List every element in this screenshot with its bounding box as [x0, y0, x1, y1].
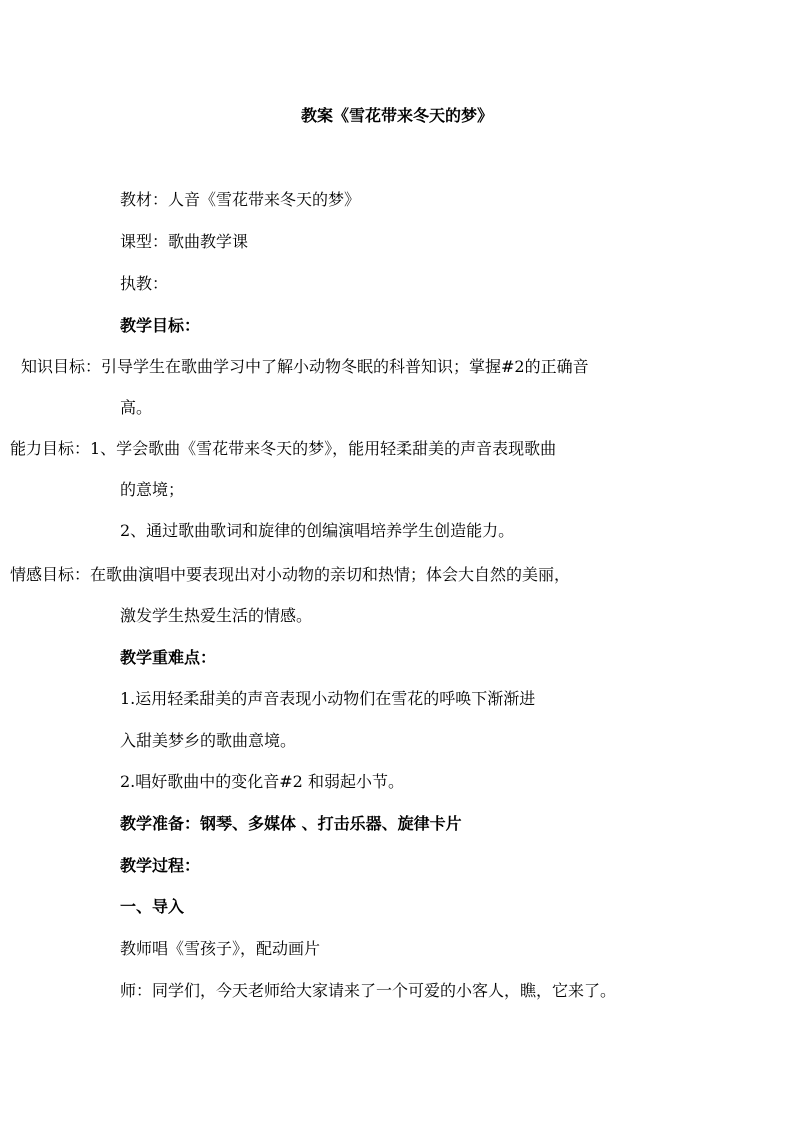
key-point-2: 2.唱好歌曲中的变化音#2 和弱起小节。 — [120, 772, 404, 791]
ability-goal-1-line-2: 的意境； — [120, 480, 185, 499]
teacher-speech-line: 师：同学们，今天老师给大家请来了一个可爱的小客人，瞧，它来了。 — [120, 981, 617, 1000]
process-heading: 教学过程： — [120, 856, 201, 875]
emotion-goal-line-2: 激发学生热爱生活的情感。 — [120, 606, 313, 625]
key-point-1-line-1: 1.运用轻柔甜美的声音表现小动物们在雪花的呼唤下渐渐进 — [120, 689, 536, 708]
document-title: 教案《雪花带来冬天的梦》 — [300, 106, 493, 125]
preparation-line: 教学准备：钢琴、多媒体 、打击乐器、旋律卡片 — [120, 814, 462, 833]
ability-goal-1-line-1: 能力目标：1、学会歌曲《雪花带来冬天的梦》，能用轻柔甜美的声音表现歌曲 — [10, 439, 557, 458]
knowledge-goal-line-2: 高。 — [120, 398, 153, 417]
teacher-line: 执教： — [120, 274, 169, 293]
key-points-heading: 教学重难点： — [120, 648, 217, 667]
ability-goal-2: 2、通过歌曲歌词和旋律的创编演唱培养学生创造能力。 — [120, 521, 515, 540]
knowledge-goal-line-1: 知识目标：引导学生在歌曲学习中了解小动物冬眠的科普知识；掌握#2的正确音 — [21, 357, 589, 376]
emotion-goal-line-1: 情感目标：在歌曲演唱中要表现出对小动物的亲切和热情；体会大自然的美丽， — [10, 565, 571, 584]
material-line: 教材：人音《雪花带来冬天的梦》 — [120, 190, 361, 209]
section-1-heading: 一、导入 — [120, 897, 185, 916]
lesson-type-line: 课型：歌曲教学课 — [120, 232, 249, 251]
intro-line: 教师唱《雪孩子》，配动画片 — [120, 939, 321, 958]
key-point-1-line-2: 入甜美梦乡的歌曲意境。 — [120, 731, 297, 750]
objectives-heading: 教学目标： — [120, 316, 201, 335]
